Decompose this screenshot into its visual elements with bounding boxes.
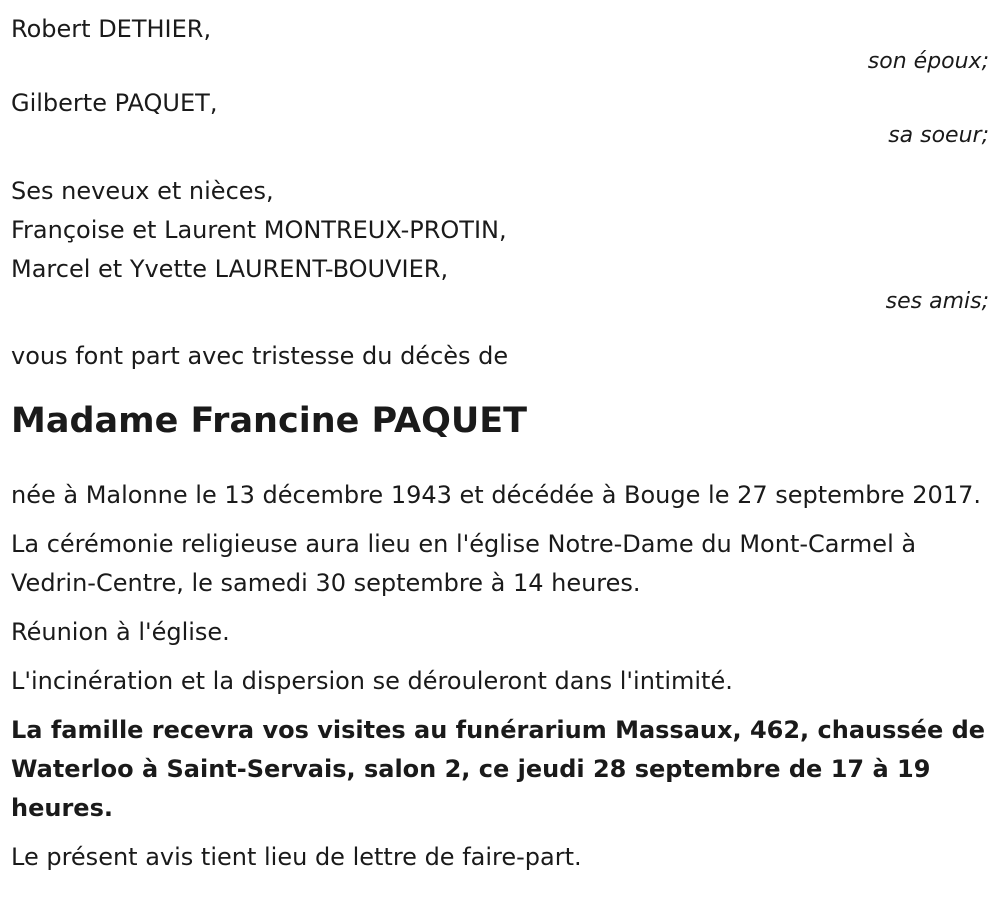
announcement-text: vous font part avec tristesse du décès de (11, 342, 509, 370)
meeting-paragraph: Réunion à l'église. (11, 618, 230, 646)
birth-death-paragraph: née à Malonne le 13 décembre 1943 et décédée à Bouge le 27 septembre 2017. (11, 481, 981, 509)
visits-paragraph: La famille recevra vos visites au funérarium Massaux, 462, chaussée de Waterloo à Saint-Servais, salon 2, ce jeudi 28 septembre de 17 à 19 heures. (11, 716, 986, 822)
ceremony-paragraph: La cérémonie religieuse aura lieu en l'église Notre-Dame du Mont-Carmel à Vedrin-Centre, le samedi 30 septembre à 14 heures. (11, 530, 917, 597)
nieces-line-2: Marcel et Yvette LAURENT-BOUVIER, (11, 255, 449, 283)
cremation-paragraph: L'incinération et la dispersion se dérouleront dans l'intimité. (11, 667, 733, 695)
friends-role: ses amis; (885, 289, 989, 314)
spouse-name: Robert DETHIER, (11, 15, 212, 43)
nieces-line-1: Françoise et Laurent MONTREUX-PROTIN, (11, 216, 507, 244)
sister-role: sa soeur; (888, 123, 989, 148)
notice-paragraph: Le présent avis tient lieu de lettre de faire-part. (11, 843, 582, 871)
spouse-role: son époux; (867, 49, 989, 74)
deceased-name: Madame Francine PAQUET (11, 401, 528, 441)
sister-name: Gilberte PAQUET, (11, 89, 218, 117)
nieces-intro: Ses neveux et nièces, (11, 177, 274, 205)
